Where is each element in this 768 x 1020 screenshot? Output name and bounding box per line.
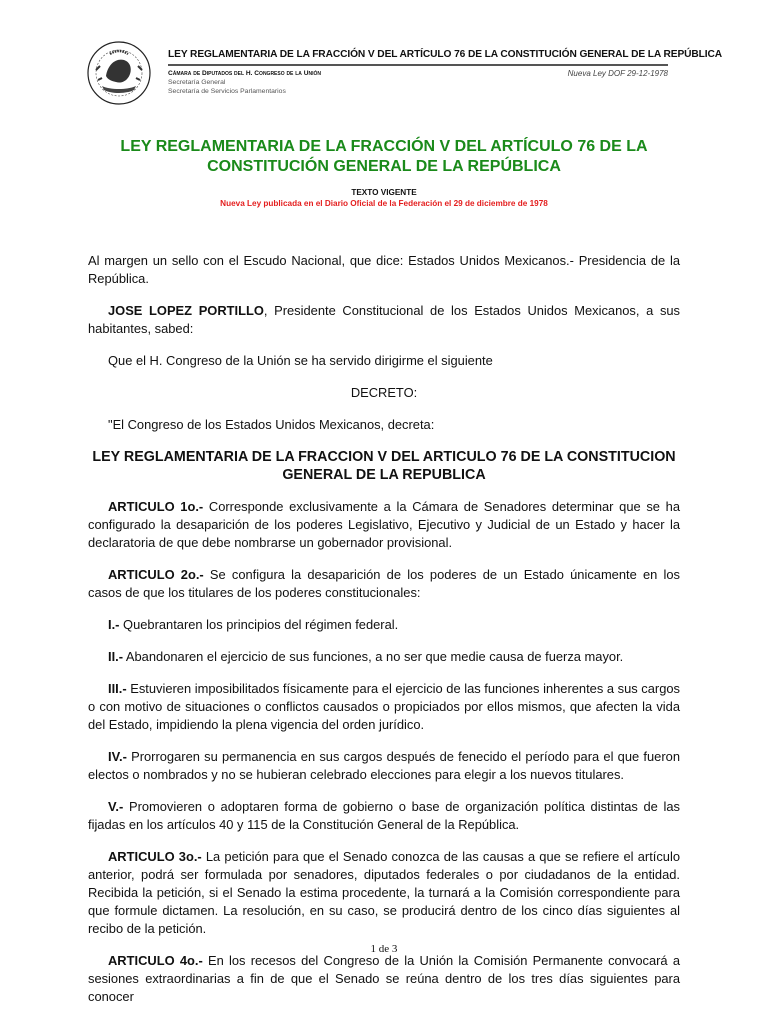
article-text: La petición para que el Senado conozca de las causas a que se refiere el artículo anterior, podrá ser formulada por senadores, diputados federales o por ciudadanos de la entidad. Recibida la petición, si el Senado la estima procedente, la turnará a la Comisión correspondiente para que formule dictamen. La resolución, en su caso, se producirá dentro de los cinco días siguientes al recibo de la petición. — [88, 849, 680, 936]
running-header-title: LEY REGLAMENTARIA DE LA FRACCIÓN V DEL ARTÍCULO 76 DE LA CONSTITUCIÓN GENERAL DE LA REPÚBLICA — [168, 49, 723, 60]
congreso-paragraph: Que el H. Congreso de la Unión se ha servido dirigirme el siguiente — [108, 353, 493, 368]
decree-title: LEY REGLAMENTARIA DE LA FRACCION V DEL ARTICULO 76 DE LA CONSTITUCION GENERAL DE LA REPUBLICA — [92, 449, 676, 483]
fraction-text: Promovieren o adoptaren forma de gobierno o base de organización política distintas de las fijadas en los artículos 40 y 115 de la Constitución General de la República. — [88, 799, 680, 832]
fraction-label: I.- — [108, 617, 120, 632]
fraction-iv — [88, 748, 680, 784]
article-text: Corresponde exclusivamente a la Cámara de Senadores determinar que se ha configurado la desaparición de los poderes Legislativo, Ejecutivo y Judicial de un Estado y hacer la declaratoria de que debe nombrarse un gobernador provisional. — [88, 499, 680, 550]
margen-paragraph: Al margen un sello con el Escudo Nacional, que dice: Estados Unidos Mexicanos.- Presidencia de la República. — [88, 253, 680, 286]
article-3 — [88, 848, 680, 938]
texto-vigente-label: TEXTO VIGENTE — [351, 188, 417, 197]
article-1 — [88, 498, 680, 552]
fraction-v — [88, 798, 680, 834]
header-organization: Cámara de Diputados del H. Congreso de la Unión — [168, 70, 321, 77]
article-4 — [88, 952, 680, 1006]
decreta-paragraph: "El Congreso de los Estados Unidos Mexicanos, decreta: — [108, 417, 435, 432]
fraction-text: Abandonaren el ejercicio de sus funciones, a no ser que medie causa de fuerza mayor. — [123, 649, 624, 664]
publication-statement: Nueva Ley publicada en el Diario Oficial de la Federación el 29 de diciembre de 1978 — [220, 199, 548, 208]
article-label: ARTICULO 4o.- — [108, 953, 203, 968]
fraction-text: Prorrogaren su permanencia en sus cargos después de fenecido el período para el que fueron electos o nombrados y no se hubieran celebrado elecciones para elegir a los nuevos titulares. — [88, 749, 680, 782]
header-secretaria-general: Secretaría General — [168, 79, 226, 86]
document-title-line1: LEY REGLAMENTARIA DE LA FRACCIÓN V DEL ARTÍCULO 76 DE LA — [120, 138, 648, 155]
article-text: Se configura la desaparición de los poderes de un Estado únicamente en los casos de que los titulares de los poderes constitucionales: — [88, 567, 680, 600]
page-number: 1 de 3 — [370, 943, 398, 955]
document-title — [100, 137, 668, 177]
article-label: ARTICULO 3o.- — [108, 849, 202, 864]
article-label: ARTICULO 2o.- — [108, 567, 204, 582]
document-body — [88, 252, 680, 1020]
fraction-label: III.- — [108, 681, 127, 696]
fraction-i — [88, 616, 680, 634]
article-label: ARTICULO 1o.- — [108, 499, 204, 514]
header-publication-note: Nueva Ley DOF 29-12-1978 — [567, 69, 668, 78]
header-divider — [168, 64, 668, 66]
fraction-ii — [88, 648, 680, 666]
decreto-heading: DECRETO: — [350, 385, 418, 400]
fraction-label: IV.- — [108, 749, 127, 764]
article-2 — [88, 566, 680, 602]
document-title-line2: CONSTITUCIÓN GENERAL DE LA REPÚBLICA — [207, 158, 561, 175]
escudo-nacional-seal-icon — [86, 40, 152, 106]
fraction-text: Quebrantaren los principios del régimen federal. — [119, 617, 399, 632]
fraction-iii — [88, 680, 680, 734]
header-secretaria-servicios: Secretaría de Servicios Parlamentarios — [168, 88, 286, 95]
presidente-text: , Presidente Constitucional de los Estados Unidos Mexicanos, a sus habitantes, sabed: — [88, 303, 680, 336]
article-text: En los recesos del Congreso de la Unión la Comisión Permanente convocará a sesiones extraordinarias a fin de que el Senado se reúna dentro de los tres días siguientes para conocer — [88, 953, 680, 1004]
fraction-label: V.- — [108, 799, 124, 814]
fraction-label: II.- — [108, 649, 124, 664]
presidente-name: JOSE LOPEZ PORTILLO — [108, 303, 264, 318]
fraction-text: Estuvieren imposibilitados físicamente para el ejercicio de las funciones inherentes a sus cargos o con motivo de situaciones o conflictos causados o propiciados por ellos mismos, que afecten la vida del Estado, impidiendo la plena vigencia del orden jurídico. — [88, 681, 680, 732]
presidente-paragraph — [88, 302, 680, 338]
